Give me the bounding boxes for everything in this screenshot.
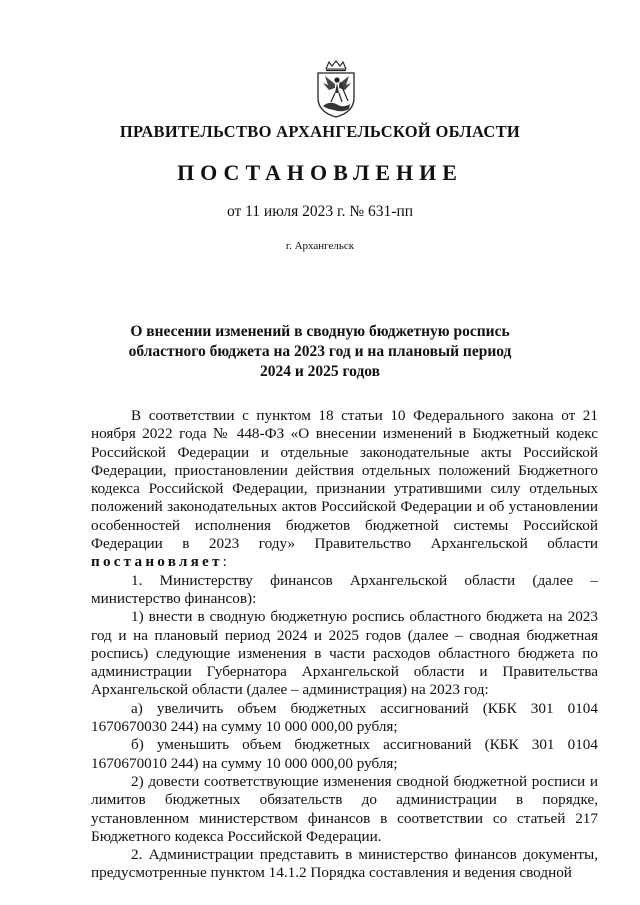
decree-word: постановляет: [91, 553, 223, 571]
coat-of-arms-archangel-icon: [312, 60, 360, 118]
body-paragraph: а) увеличить объем бюджетных ассигнований (КБК 301 0104 1670670030 244) на сумму 10 000 000,00 рубля;: [91, 699, 598, 736]
preamble-text: В соответствии с пунктом 18 статьи 10 Федерального закона от 21 ноября 2022 года № 448-ФЗ «О внесении изменений в Бюджетный кодекс Российской Федерации и отдельные законодательные акты Российской Федерации, приостановлении действия отдельных положений Бюджетного кодекса Российской Федерации, признании утратившими силу отдельных положений законодательных актов Российской Федерации и об установлении особенностей исполнения бюджетов бюджетной системы Российской Федерации в 2023 году» Правительство Архангельской области: [91, 407, 598, 553]
body-paragraph: 1. Министерству финансов Архангельской области (далее – министерство финансов):: [91, 571, 598, 607]
organization-name: ПРАВИТЕЛЬСТВО АРХАНГЕЛЬСКОЙ ОБЛАСТИ: [119, 122, 521, 141]
body-paragraph: 2) довести соответствующие изменения сводной бюджетной росписи и лимитов бюджетных обязательств до администрации в порядке, установленном министерством финансов в соответствии со статьей 217 Бюджетного кодекса Российской Федерации.: [91, 772, 598, 845]
document-date-number: от 11 июля 2023 г. № 631-пп: [226, 203, 414, 220]
document-body: [91, 407, 598, 883]
document-title: [100, 322, 540, 382]
body-paragraph: б) уменьшить объем бюджетных ассигнований (КБК 301 0104 1670670010 244) на сумму 10 000 000,00 рубля;: [91, 736, 598, 772]
document-city: г. Архангельск: [285, 240, 355, 252]
decree-colon: :: [222, 553, 227, 571]
document-type: ПОСТАНОВЛЕНИЕ: [177, 160, 463, 185]
document-title-line: областного бюджета на 2023 год и на плановый период: [128, 343, 512, 360]
document-title-line: О внесении изменений в сводную бюджетную роспись: [130, 323, 510, 340]
preamble-paragraph: [91, 407, 598, 572]
body-paragraph: 2. Администрации представить в министерство финансов документы, предусмотренные пунктом 14.1.2 Порядка составления и ведения сводной: [91, 846, 598, 882]
body-paragraph: 1) внести в сводную бюджетную роспись областного бюджета на 2023 год и на плановый период 2024 и 2025 годов (далее – сводная бюджетная роспись) следующие изменения в части расходов областного бюджета по администрации Губернатора Архангельской области и Правительства Архангельской области (далее – администрация) на 2023 год:: [91, 608, 598, 699]
document-title-line: 2024 и 2025 годов: [259, 363, 381, 380]
